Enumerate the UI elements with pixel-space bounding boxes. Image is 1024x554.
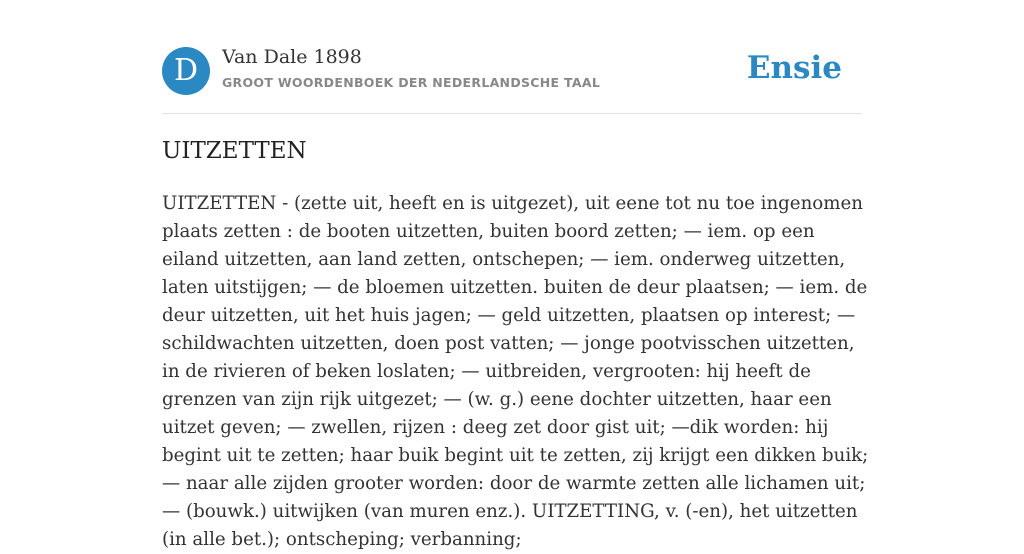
source-subtitle: GROOT WOORDENBOEK DER NEDERLANDSCHE TAAL xyxy=(222,75,601,90)
ensie-logo[interactable]: Ensie xyxy=(746,50,842,86)
entry-definition: UITZETTEN - (zette uit, heeft en is uitgezet), uit eene tot nu toe ingenomen plaats zetten : de booten uitzetten, buiten boord zetten; — iem. op een eiland uitzetten, aan land zetten, ontschepen; — iem. onderweg uitzetten, laten uitstijgen; — de bloemen uitzetten. buiten de deur plaatsen; — iem. de deur uitzetten, uit het huis jagen; — geld uitzetten, plaatsen op interest; — schildwachten uitzetten, doen post vatten; — jonge pootvisschen uitzetten, in de rivieren of beken loslaten; — uitbreiden, vergrooten: hij heeft de grenzen van zijn rijk uitgezet; — (w. g.) eene dochter uitzetten, haar een uitzet geven; — zwellen, rijzen : deeg zet door gist uit; —dik worden: hij begint uit te zetten; haar buik begint uit te zetten, zij krijgt een dikken buik; — naar alle zijden grooter worden: door de warmte zetten alle lichamen uit; — (bouwk.) uitwijken (van muren enz.). UITZETTING, v. (-en), het uitzetten (in alle bet.); ontscheping; verbanning; xyxy=(162,193,869,550)
header-divider xyxy=(162,113,862,114)
source-avatar[interactable]: D xyxy=(162,47,210,95)
source-title[interactable]: Van Dale 1898 xyxy=(222,46,362,68)
source-header xyxy=(162,46,862,96)
entry-title: UITZETTEN xyxy=(162,138,307,164)
